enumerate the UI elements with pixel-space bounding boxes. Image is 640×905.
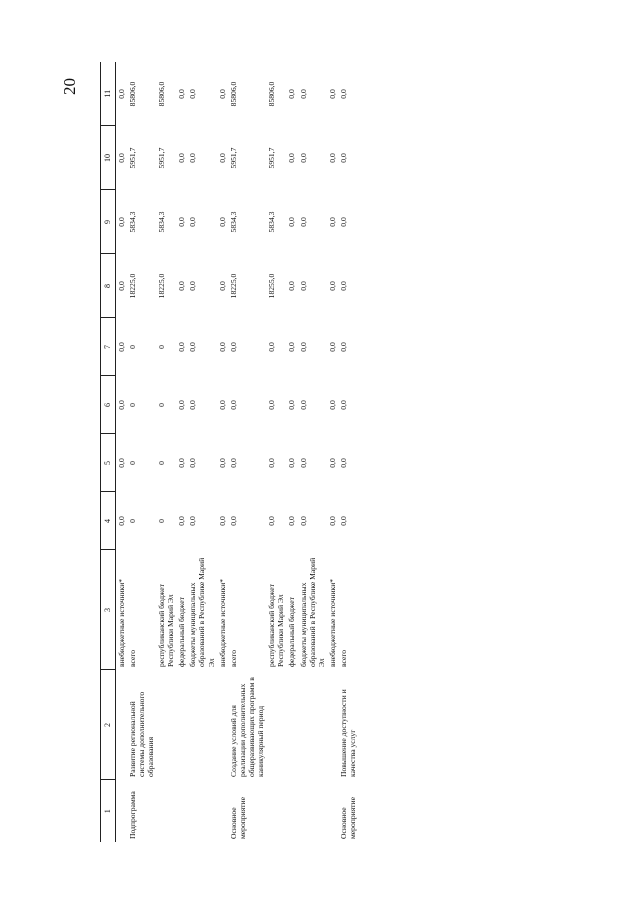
- funding-source-cell: федеральный бюджет: [177, 597, 187, 667]
- row-type-cell: [156, 780, 176, 842]
- value-cell: 0,0: [327, 342, 337, 352]
- value-cell: 0,0: [217, 516, 227, 526]
- value-cell: 0,0: [339, 217, 348, 227]
- value-cell: 0,0: [339, 400, 348, 410]
- value-cell: 5951,7: [228, 147, 238, 169]
- page-number: 20: [60, 78, 79, 95]
- value-cell: 5951,7: [157, 147, 167, 169]
- value-cell: 0: [157, 345, 167, 349]
- value-cell: 0,0: [177, 217, 187, 227]
- value-cell: 85806,0: [228, 81, 238, 107]
- budget-table: [100, 62, 358, 842]
- row-type-cell: [286, 780, 297, 842]
- funding-source-cell: всего: [339, 649, 348, 667]
- table-row: [127, 62, 156, 842]
- value-cell: 0,0: [327, 458, 337, 468]
- value-cell: 0,0: [287, 153, 297, 163]
- value-cell: 18225,0: [228, 273, 238, 299]
- value-cell: 0,0: [339, 153, 348, 163]
- value-cell: 0,0: [228, 400, 238, 410]
- value-cell: 0,0: [217, 153, 227, 163]
- value-cell: 0,0: [217, 342, 227, 352]
- value-cell: 0,0: [298, 516, 308, 526]
- value-cell: 0,0: [267, 400, 277, 410]
- row-type-cell: [217, 780, 228, 842]
- value-cell: 0: [127, 345, 137, 349]
- value-cell: 0,0: [177, 89, 187, 99]
- value-cell: 18225,0: [157, 273, 167, 299]
- value-cell: 0,0: [339, 89, 348, 99]
- column-header: 1: [101, 780, 116, 842]
- row-title-cell: [187, 670, 216, 780]
- value-cell: 0,0: [228, 516, 238, 526]
- value-cell: 0,0: [116, 281, 126, 291]
- funding-source-cell: всего: [228, 649, 238, 667]
- column-header: 6: [101, 376, 116, 434]
- value-cell: 0,0: [116, 217, 126, 227]
- table-row: [286, 62, 297, 842]
- value-cell: 0,0: [177, 342, 187, 352]
- table-row: [176, 62, 187, 842]
- value-cell: 0,0: [287, 342, 297, 352]
- value-cell: 0,0: [217, 458, 227, 468]
- header-row: [101, 62, 116, 842]
- value-cell: 0,0: [339, 281, 348, 291]
- value-cell: 0,0: [116, 153, 126, 163]
- row-title-cell: Повышение доступности и качества услуг: [339, 689, 358, 777]
- value-cell: 0,0: [188, 153, 198, 163]
- row-title-cell: Создание условий для реализации дополнительных общеразвивающих программ в каникулярный период: [228, 677, 266, 777]
- value-cell: 0,0: [188, 217, 198, 227]
- value-cell: 0,0: [228, 458, 238, 468]
- value-cell: 0,0: [298, 400, 308, 410]
- value-cell: 0,0: [188, 516, 198, 526]
- row-type-cell: [115, 780, 127, 842]
- row-title-cell: [286, 670, 297, 780]
- row-type-cell: Подпрограмма: [127, 791, 137, 839]
- value-cell: 0,0: [177, 281, 187, 291]
- value-cell: 0,0: [339, 458, 348, 468]
- column-header: 7: [101, 318, 116, 376]
- funding-source-cell: внебюджетные источники*: [116, 578, 126, 667]
- value-cell: 0,0: [217, 281, 227, 291]
- value-cell: 0,0: [116, 400, 126, 410]
- row-type-cell: Основное мероприятие: [228, 797, 247, 839]
- funding-source-cell: всего: [127, 649, 137, 667]
- value-cell: 0: [127, 403, 137, 407]
- value-cell: 0,0: [267, 516, 277, 526]
- value-cell: 0,0: [217, 217, 227, 227]
- value-cell: 5834,3: [228, 211, 238, 233]
- funding-source-cell: бюджеты муниципальных образований в Республике Марий Эл: [298, 557, 326, 667]
- table-row: [228, 62, 266, 842]
- table-row: [327, 62, 338, 842]
- value-cell: 0,0: [267, 342, 277, 352]
- value-cell: 0,0: [298, 153, 308, 163]
- table-row: [338, 62, 358, 842]
- value-cell: 0,0: [267, 458, 277, 468]
- funding-source-cell: внебюджетные источники*: [327, 578, 337, 667]
- value-cell: 0,0: [287, 400, 297, 410]
- table-row: [115, 62, 127, 842]
- funding-source-cell: бюджеты муниципальных образований в Республике Марий Эл: [188, 557, 216, 667]
- value-cell: 0: [157, 519, 167, 523]
- value-cell: 0,0: [188, 342, 198, 352]
- funding-source-cell: внебюджетные источники*: [217, 578, 227, 667]
- row-type-cell: Основное мероприятие: [339, 797, 358, 839]
- column-header: 8: [101, 254, 116, 318]
- value-cell: 18225,0: [127, 273, 137, 299]
- value-cell: 5951,7: [267, 147, 277, 169]
- row-title-cell: [115, 670, 127, 780]
- funding-source-cell: федеральный бюджет: [287, 597, 297, 667]
- column-header: 11: [101, 62, 116, 126]
- row-title-cell: [176, 670, 187, 780]
- value-cell: 0,0: [327, 153, 337, 163]
- row-title-cell: [327, 670, 338, 780]
- value-cell: 0,0: [188, 281, 198, 291]
- value-cell: 0,0: [188, 89, 198, 99]
- value-cell: 0,0: [298, 217, 308, 227]
- value-cell: 0,0: [217, 400, 227, 410]
- value-cell: 0,0: [327, 89, 337, 99]
- row-type-cell: [187, 780, 216, 842]
- value-cell: 0,0: [116, 458, 126, 468]
- value-cell: 0: [127, 461, 137, 465]
- value-cell: 5951,7: [127, 147, 137, 169]
- value-cell: 0,0: [177, 516, 187, 526]
- table-body: [101, 62, 359, 842]
- value-cell: 18255,0: [267, 273, 277, 299]
- value-cell: 0: [127, 519, 137, 523]
- row-title-cell: [266, 670, 286, 780]
- value-cell: 0,0: [327, 217, 337, 227]
- value-cell: 0,0: [116, 89, 126, 99]
- value-cell: 85806,0: [157, 81, 167, 107]
- funding-source-cell: республиканский бюджет Республики Марий Эл: [267, 584, 286, 667]
- value-cell: 0,0: [116, 342, 126, 352]
- value-cell: 0,0: [339, 342, 348, 352]
- column-header: 4: [101, 492, 116, 550]
- column-header: 10: [101, 126, 116, 190]
- column-header: 9: [101, 190, 116, 254]
- row-title-cell: Развитие региональной системы дополнительного образования: [127, 691, 155, 777]
- value-cell: 0: [157, 461, 167, 465]
- value-cell: 0: [157, 403, 167, 407]
- value-cell: 0,0: [327, 400, 337, 410]
- value-cell: 0,0: [298, 458, 308, 468]
- value-cell: 0,0: [217, 89, 227, 99]
- column-header: 3: [101, 550, 116, 670]
- row-title-cell: [156, 670, 176, 780]
- value-cell: 0,0: [287, 516, 297, 526]
- value-cell: 0,0: [298, 342, 308, 352]
- value-cell: 5834,3: [157, 211, 167, 233]
- value-cell: 0,0: [298, 89, 308, 99]
- table-row: [266, 62, 286, 842]
- funding-source-cell: республиканский бюджет Республики Марий Эл: [157, 584, 176, 667]
- value-cell: 0,0: [188, 400, 198, 410]
- budget-table-wrapper: [100, 62, 640, 842]
- value-cell: 0,0: [188, 458, 198, 468]
- table-row: [217, 62, 228, 842]
- value-cell: 85806,0: [267, 81, 277, 107]
- value-cell: 85806,0: [127, 81, 137, 107]
- value-cell: 0,0: [177, 400, 187, 410]
- value-cell: 0,0: [298, 281, 308, 291]
- value-cell: 0,0: [177, 153, 187, 163]
- row-title-cell: [298, 670, 327, 780]
- value-cell: 5834,3: [267, 211, 277, 233]
- table-row: [298, 62, 327, 842]
- row-type-cell: [298, 780, 327, 842]
- value-cell: 0,0: [327, 516, 337, 526]
- row-title-cell: [217, 670, 228, 780]
- value-cell: 0,0: [327, 281, 337, 291]
- value-cell: 0,0: [287, 89, 297, 99]
- row-type-cell: [266, 780, 286, 842]
- row-type-cell: [176, 780, 187, 842]
- column-header: 2: [101, 670, 116, 780]
- value-cell: 0,0: [177, 458, 187, 468]
- value-cell: 0,0: [339, 516, 348, 526]
- table-row: [187, 62, 216, 842]
- value-cell: 0,0: [116, 516, 126, 526]
- column-header: 5: [101, 434, 116, 492]
- row-type-cell: [327, 780, 338, 842]
- value-cell: 0,0: [228, 342, 238, 352]
- value-cell: 0,0: [287, 281, 297, 291]
- value-cell: 0,0: [287, 458, 297, 468]
- table-row: [156, 62, 176, 842]
- value-cell: 5834,3: [127, 211, 137, 233]
- value-cell: 0,0: [287, 217, 297, 227]
